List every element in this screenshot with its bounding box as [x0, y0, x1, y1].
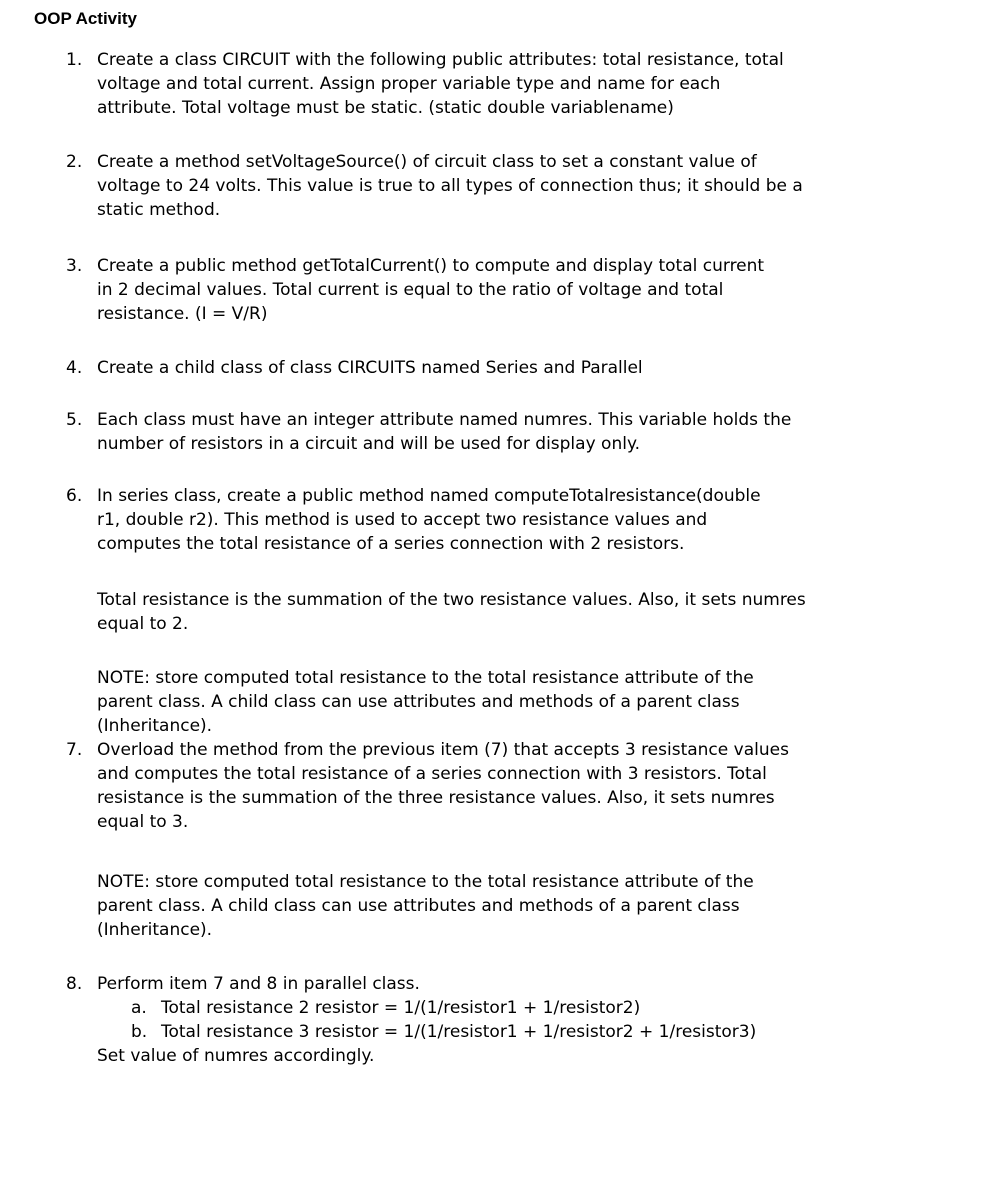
item-text-line: computes the total resistance of a series connection with 2 resistors. [97, 534, 685, 554]
item-text-line: Overload the method from the previous item (7) that accepts 3 resistance values [97, 740, 789, 760]
item-text-line: Perform item 7 and 8 in parallel class. [97, 974, 420, 994]
item-paragraph-line: equal to 2. [97, 614, 189, 634]
item-text-line: resistance. (I = V/R) [97, 304, 268, 324]
item-note-line: NOTE: store computed total resistance to the total resistance attribute of the [97, 668, 754, 688]
item-note-line: parent class. A child class can use attributes and methods of a parent class [97, 896, 740, 916]
item-text-line: Create a method setVoltageSource() of circuit class to set a constant value of [97, 152, 757, 172]
item-number: 7. [66, 740, 83, 760]
item-text-line: Create a class CIRCUIT with the following public attributes: total resistance, total [97, 50, 784, 70]
sub-item-text: Total resistance 3 resistor = 1/(1/resistor1 + 1/resistor2 + 1/resistor3) [161, 1022, 757, 1042]
item-text-line: static method. [97, 200, 221, 220]
item-number: 1. [66, 50, 83, 70]
item-tail-text: Set value of numres accordingly. [97, 1046, 375, 1066]
item-note-line: parent class. A child class can use attributes and methods of a parent class [97, 692, 740, 712]
item-note-line: NOTE: store computed total resistance to the total resistance attribute of the [97, 872, 754, 892]
item-note-line: (Inheritance). [97, 716, 213, 736]
item-text-line: and computes the total resistance of a series connection with 3 resistors. Total [97, 764, 767, 784]
item-text-line: voltage to 24 volts. This value is true to all types of connection thus; it should be a [97, 176, 803, 196]
sub-item-text: Total resistance 2 resistor = 1/(1/resistor1 + 1/resistor2) [161, 998, 641, 1018]
item-text-line: Each class must have an integer attribute named numres. This variable holds the [97, 410, 792, 430]
item-text-line: Create a child class of class CIRCUITS named Series and Parallel [97, 358, 643, 378]
item-number: 8. [66, 974, 83, 994]
item-text-line: number of resistors in a circuit and will be used for display only. [97, 434, 640, 454]
item-note-line: (Inheritance). [97, 920, 213, 940]
item-text-line: equal to 3. [97, 812, 189, 832]
item-text-line: r1, double r2). This method is used to accept two resistance values and [97, 510, 708, 530]
item-text-line: in 2 decimal values. Total current is equal to the ratio of voltage and total [97, 280, 724, 300]
item-number: 2. [66, 152, 83, 172]
document-title: OOP Activity [34, 9, 137, 28]
sub-item-letter: a. [131, 998, 147, 1018]
item-text-line: resistance is the summation of the three resistance values. Also, it sets numres [97, 788, 775, 808]
item-number: 5. [66, 410, 83, 430]
item-number: 6. [66, 486, 83, 506]
item-text-line: voltage and total current. Assign proper variable type and name for each [97, 74, 721, 94]
item-number: 4. [66, 358, 83, 378]
sub-item-letter: b. [131, 1022, 148, 1042]
item-number: 3. [66, 256, 83, 276]
item-text-line: In series class, create a public method named computeTotalresistance(double [97, 486, 761, 506]
item-paragraph-line: Total resistance is the summation of the two resistance values. Also, it sets numres [97, 590, 806, 610]
item-text-line: Create a public method getTotalCurrent() to compute and display total current [97, 256, 765, 276]
item-text-line: attribute. Total voltage must be static. (static double variablename) [97, 98, 674, 118]
